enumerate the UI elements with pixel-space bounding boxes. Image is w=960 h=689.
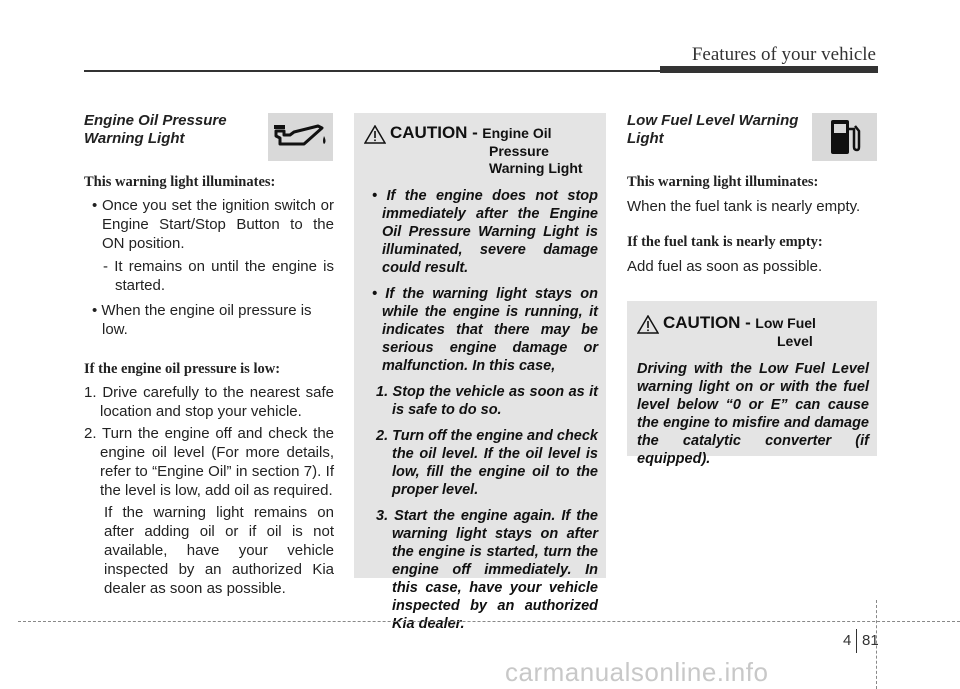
fuel-icon-box <box>812 113 877 161</box>
fuel-caution-body: Driving with the Low Fuel Level warning light on or with the fuel level below “0 or E” can cause the engine to misfire and damage the catalytic converter (if equipped). <box>637 361 869 467</box>
fuel-caution-sub-1: Low Fuel <box>755 315 816 331</box>
oil-caution-step-2: 2. Turn off the engine and check the oil level. If the oil level is low, fill the engine oil to the proper level. <box>376 428 598 498</box>
warning-triangle-icon <box>364 125 386 144</box>
oil-caution-box <box>354 113 606 632</box>
oil-bullet-low: • When the engine oil pressure is low. <box>92 302 312 338</box>
page-number-divider <box>856 629 857 653</box>
watermark: carmanualsonline.info <box>505 657 769 687</box>
fuel-caution-header <box>627 313 877 350</box>
header-tab <box>660 66 878 73</box>
oil-sub-remains: - It remains on until the engine is started. <box>103 258 334 294</box>
oil-step-2-para: If the warning light remains on after adding oil or if oil is not available, have your vehicle inspected by an authorized Kia dealer as soon as possible. <box>104 504 334 597</box>
oil-icon-box <box>268 113 333 161</box>
oil-caution-sub-3: Warning Light <box>489 160 583 176</box>
oil-can-icon <box>272 122 330 152</box>
fuel-section-title: Low Fuel Level Warning Light <box>627 112 799 147</box>
oil-caution-sub-2: Pressure <box>489 143 549 159</box>
oil-section <box>84 112 334 598</box>
fuel-illuminates-text: When the fuel tank is nearly empty. <box>627 198 861 215</box>
oil-caution-bullet-2: • If the warning light stays on while the engine is running, it indicates that there may be serious engine damage or malfunction. In this case, <box>372 286 598 374</box>
oil-low-heading: If the engine oil pressure is low: <box>84 361 281 377</box>
page-number: 81 <box>862 632 879 649</box>
oil-section-title: Engine Oil Pressure Warning Light <box>84 112 227 147</box>
oil-caution-bullet-1: • If the engine does not stop immediately after the Engine Oil Pressure Warning Light is illuminated, severe damage could result. <box>372 188 598 276</box>
oil-step-2: 2. Turn the engine off and check the engine oil level (For more details, refer to “Engine Oil” in section 7). If the level is low, add oil as required. <box>84 425 334 499</box>
page-section-number: 4 <box>843 632 852 649</box>
fuel-caution-word: CAUTION - <box>663 313 751 332</box>
oil-caution-step-3: 3. Start the engine again. If the warning light stays on after the engine is started, turn the engine off immediately. In this case, have your vehicle inspected by an authorized Kia dealer. <box>376 508 598 632</box>
fuel-pump-icon <box>828 117 862 157</box>
footer-rule <box>18 621 960 622</box>
oil-caution-step-1: 1. Stop the vehicle as soon as it is safe to do so. <box>376 384 598 418</box>
oil-bullet-ignition: • Once you set the ignition switch or Engine Start/Stop Button to the ON position. <box>92 197 335 252</box>
fuel-empty-heading: If the fuel tank is nearly empty: <box>627 234 823 250</box>
oil-illuminates-heading: This warning light illuminates: <box>84 174 276 190</box>
header-title: Features of your vehicle <box>691 44 876 65</box>
oil-caution-sub-1: Engine Oil <box>482 125 552 141</box>
warning-triangle-icon <box>637 315 659 334</box>
oil-step-1: 1. Drive carefully to the nearest safe location and stop your vehicle. <box>84 384 334 420</box>
fuel-illuminates-heading: This warning light illuminates: <box>627 174 819 190</box>
fuel-empty-text: Add fuel as soon as possible. <box>627 258 823 275</box>
fuel-caution-box <box>627 301 877 467</box>
oil-caution-word: CAUTION - <box>390 123 478 142</box>
oil-caution-header <box>354 123 606 177</box>
fuel-caution-sub-2: Level <box>777 333 813 349</box>
